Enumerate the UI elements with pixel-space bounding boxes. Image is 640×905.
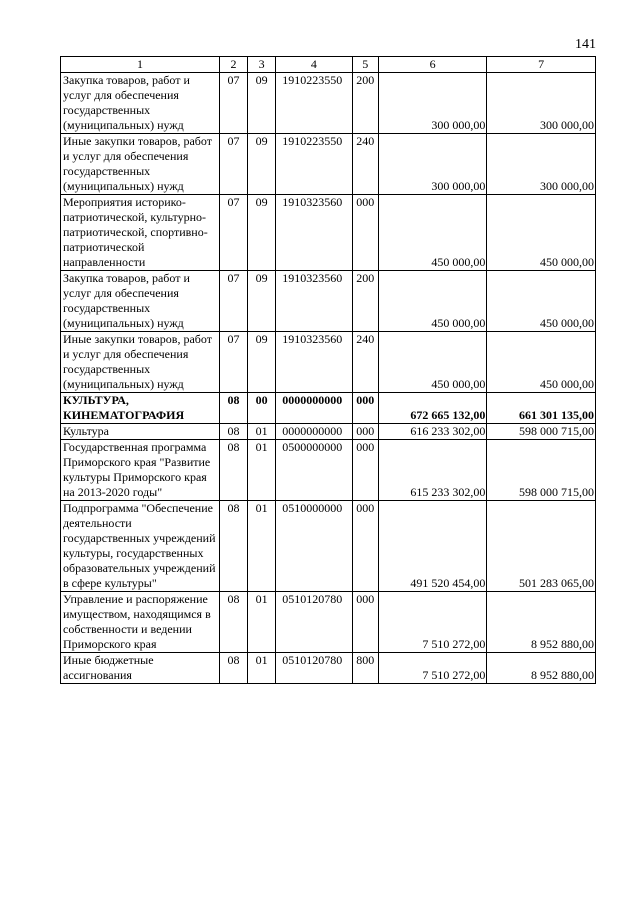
expense-type-cell: 000 [352,195,378,271]
table-row [61,393,596,424]
target-article-cell: 0510120780 [276,653,352,684]
section-code-cell: 08 [219,592,247,653]
row-name-cell: Закупка товаров, работ и услуг для обеспечения государственных (муниципальных) нужд [61,271,220,332]
row-name-cell: Иные закупки товаров, работ и услуг для обеспечения государственных (муниципальных) нужд [61,332,220,393]
amount-col6-cell: 7 510 272,00 [378,592,487,653]
subsection-code-cell: 01 [248,501,276,592]
section-code-cell: 08 [219,440,247,501]
amount-col7-cell: 598 000 715,00 [487,424,596,440]
table-header-row [61,57,596,73]
column-header: 2 [219,57,247,73]
page-number: 141 [575,37,596,52]
column-header: 1 [61,57,220,73]
section-code-cell: 07 [219,271,247,332]
target-article-cell: 0510000000 [276,501,352,592]
expense-type-cell: 000 [352,440,378,501]
row-name-cell: Управление и распоряжение имуществом, находящимся в собственности и ведении Приморского края [61,592,220,653]
amount-col7-cell: 501 283 065,00 [487,501,596,592]
expense-type-cell: 000 [352,424,378,440]
subsection-code-cell: 09 [248,271,276,332]
amount-col6-cell: 450 000,00 [378,332,487,393]
amount-col7-cell: 8 952 880,00 [487,592,596,653]
table-row [61,501,596,592]
amount-col7-cell: 300 000,00 [487,73,596,134]
table-row [61,73,596,134]
table-row [61,424,596,440]
table-row [61,440,596,501]
amount-col7-cell: 450 000,00 [487,332,596,393]
section-code-cell: 08 [219,501,247,592]
amount-col6-cell: 450 000,00 [378,195,487,271]
target-article-cell: 0500000000 [276,440,352,501]
column-header: 7 [487,57,596,73]
row-name-cell: Мероприятия историко-патриотической, культурно-патриотической, спортивно-патриотической направленности [61,195,220,271]
subsection-code-cell: 01 [248,424,276,440]
row-name-cell: КУЛЬТУРА, КИНЕМАТОГРАФИЯ [61,393,220,424]
target-article-cell: 1910223550 [276,73,352,134]
table-row [61,271,596,332]
column-header: 5 [352,57,378,73]
expense-type-cell: 240 [352,134,378,195]
column-header: 3 [248,57,276,73]
section-code-cell: 08 [219,653,247,684]
section-code-cell: 07 [219,134,247,195]
amount-col6-cell: 300 000,00 [378,73,487,134]
subsection-code-cell: 09 [248,332,276,393]
table-row [61,134,596,195]
amount-col6-cell: 672 665 132,00 [378,393,487,424]
amount-col6-cell: 616 233 302,00 [378,424,487,440]
row-name-cell: Иные бюджетные ассигнования [61,653,220,684]
subsection-code-cell: 09 [248,195,276,271]
amount-col7-cell: 661 301 135,00 [487,393,596,424]
target-article-cell: 1910223550 [276,134,352,195]
amount-col6-cell: 615 233 302,00 [378,440,487,501]
section-code-cell: 07 [219,73,247,134]
subsection-code-cell: 01 [248,592,276,653]
amount-col7-cell: 450 000,00 [487,271,596,332]
amount-col6-cell: 450 000,00 [378,271,487,332]
subsection-code-cell: 01 [248,653,276,684]
amount-col7-cell: 450 000,00 [487,195,596,271]
target-article-cell: 1910323560 [276,195,352,271]
expense-type-cell: 000 [352,393,378,424]
target-article-cell: 1910323560 [276,271,352,332]
amount-col6-cell: 7 510 272,00 [378,653,487,684]
row-name-cell: Иные закупки товаров, работ и услуг для обеспечения государственных (муниципальных) нужд [61,134,220,195]
budget-table [60,56,596,684]
expense-type-cell: 200 [352,271,378,332]
target-article-cell: 0000000000 [276,393,352,424]
subsection-code-cell: 09 [248,73,276,134]
expense-type-cell: 200 [352,73,378,134]
section-code-cell: 07 [219,332,247,393]
subsection-code-cell: 01 [248,440,276,501]
amount-col6-cell: 300 000,00 [378,134,487,195]
expense-type-cell: 000 [352,592,378,653]
row-name-cell: Подпрограмма "Обеспечение деятельности государственных учреждений культуры, государственных образовательных учреждений в сфере культуры" [61,501,220,592]
table-row [61,653,596,684]
column-header: 4 [276,57,352,73]
target-article-cell: 1910323560 [276,332,352,393]
target-article-cell: 0510120780 [276,592,352,653]
table-row [61,195,596,271]
expense-type-cell: 240 [352,332,378,393]
row-name-cell: Закупка товаров, работ и услуг для обеспечения государственных (муниципальных) нужд [61,73,220,134]
amount-col7-cell: 8 952 880,00 [487,653,596,684]
section-code-cell: 08 [219,393,247,424]
row-name-cell: Государственная программа Приморского края "Развитие культуры Приморского края на 2013-2020 годы" [61,440,220,501]
amount-col6-cell: 491 520 454,00 [378,501,487,592]
subsection-code-cell: 00 [248,393,276,424]
section-code-cell: 08 [219,424,247,440]
subsection-code-cell: 09 [248,134,276,195]
target-article-cell: 0000000000 [276,424,352,440]
section-code-cell: 07 [219,195,247,271]
table-row [61,332,596,393]
row-name-cell: Культура [61,424,220,440]
expense-type-cell: 800 [352,653,378,684]
amount-col7-cell: 300 000,00 [487,134,596,195]
amount-col7-cell: 598 000 715,00 [487,440,596,501]
expense-type-cell: 000 [352,501,378,592]
column-header: 6 [378,57,487,73]
table-row [61,592,596,653]
